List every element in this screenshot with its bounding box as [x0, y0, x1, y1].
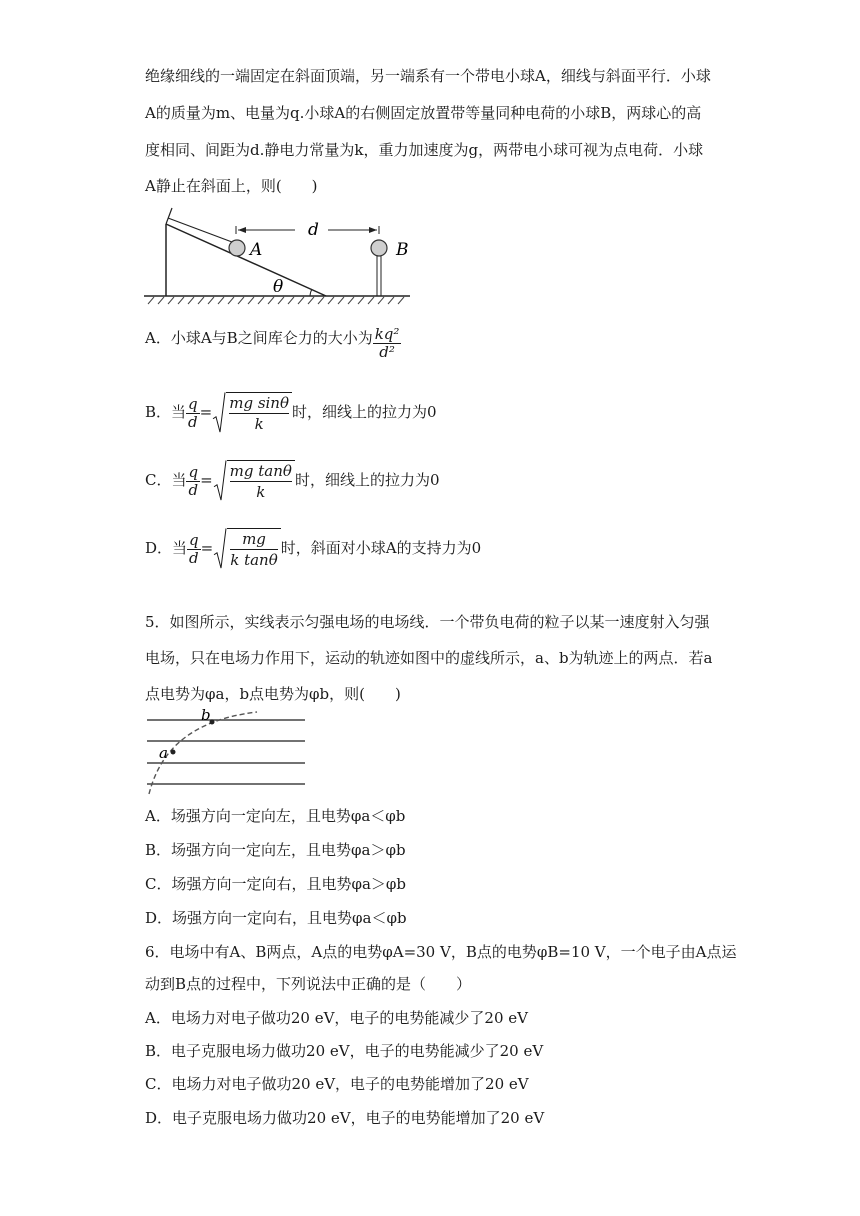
label-d: d — [308, 220, 319, 240]
q5-line-2: 电场，只在电场力作用下，运动的轨迹如图中的虚线所示，a、b为轨迹上的两点．若a — [145, 649, 713, 667]
q4-a-text: A．小球A与B之间库仑力的大小为 — [145, 329, 373, 347]
q4-option-c: C．当 $\frac{q}{d}$ = $\frac{\text{mg tanθ}}{k}$ 时，细线上的拉力为0 — [145, 462, 440, 501]
intro-line-3: 度相同、间距为d.静电力常量为k，重力加速度为g，两带电小球可视为点电荷．小球 — [145, 141, 704, 159]
sqrt-expression: $\frac{\text{mg tanθ}}{k}$ — [213, 460, 295, 502]
label-b: b — [201, 706, 211, 724]
q5-option-a: A．场强方向一定向左，且电势φa＜φb — [145, 807, 406, 825]
q6-option-a: A．电场力对电子做功20 eV，电子的电势能减少了20 eV — [145, 1009, 528, 1027]
q5-option-c: C．场强方向一定向右，且电势φa＞φb — [145, 875, 407, 893]
q6-option-c: C．电场力对电子做功20 eV，电子的电势能增加了20 eV — [145, 1075, 529, 1093]
q4-option-a — [145, 326, 401, 361]
incline-figure — [140, 200, 420, 310]
intro-line-2: A的质量为m、电量为q.小球A的右侧固定放置带等量同种电荷的小球B，两球心的高 — [145, 104, 702, 122]
q6-option-d: D．电子克服电场力做功20 eV，电子的电势能增加了20 eV — [145, 1109, 545, 1127]
sqrt-expression: $\frac{\text{mg sinθ}}{k}$ — [212, 392, 292, 434]
q6-option-b: B．电子克服电场力做功20 eV，电子的电势能减少了20 eV — [145, 1042, 544, 1060]
label-B: B — [396, 240, 409, 260]
label-theta: θ — [273, 277, 284, 297]
q-over-d-fraction: $\frac{q}{d}$ — [188, 394, 198, 431]
sqrt-expression: $\frac{mg}{\text{k tanθ}}$ — [213, 528, 281, 570]
q6-line-1: 6．电场中有A、B两点，A点的电势φA=30 V，B点的电势φB=10 V，一个电子由A点运 — [145, 943, 737, 961]
field-lines-figure — [145, 706, 310, 796]
coulomb-fraction: $\frac{\text{kq²}}{\text{d²}}$ — [374, 325, 400, 361]
q6-line-2: 动到B点的过程中，下列说法中正确的是（ ） — [145, 975, 472, 993]
q4-option-b: B．当 $\frac{q}{d}$ = $\frac{\text{mg sinθ}}{k}$ 时，细线上的拉力为0 — [145, 394, 437, 433]
q5-option-d: D．场强方向一定向右，且电势φa＜φb — [145, 909, 407, 927]
label-A: A — [250, 240, 263, 260]
q4-option-d: D．当 $\frac{q}{d}$ = $\frac{mg}{\text{k tanθ}}$ 时，斜面对小球A的支持力为0 — [145, 530, 482, 569]
q5-option-b: B．场强方向一定向左，且电势φa＞φb — [145, 841, 406, 859]
label-a: a — [159, 744, 168, 762]
q5-line-3: 点电势为φa，b点电势为φb，则( ) — [145, 685, 401, 703]
q5-line-1: 5．如图所示，实线表示匀强电场的电场线．一个带负电荷的粒子以某一速度射入匀强 — [145, 613, 710, 631]
intro-line-1: 绝缘细线的一端固定在斜面顶端，另一端系有一个带电小球A，细线与斜面平行．小球 — [145, 67, 711, 85]
intro-line-4: A静止在斜面上，则( ) — [145, 177, 318, 195]
